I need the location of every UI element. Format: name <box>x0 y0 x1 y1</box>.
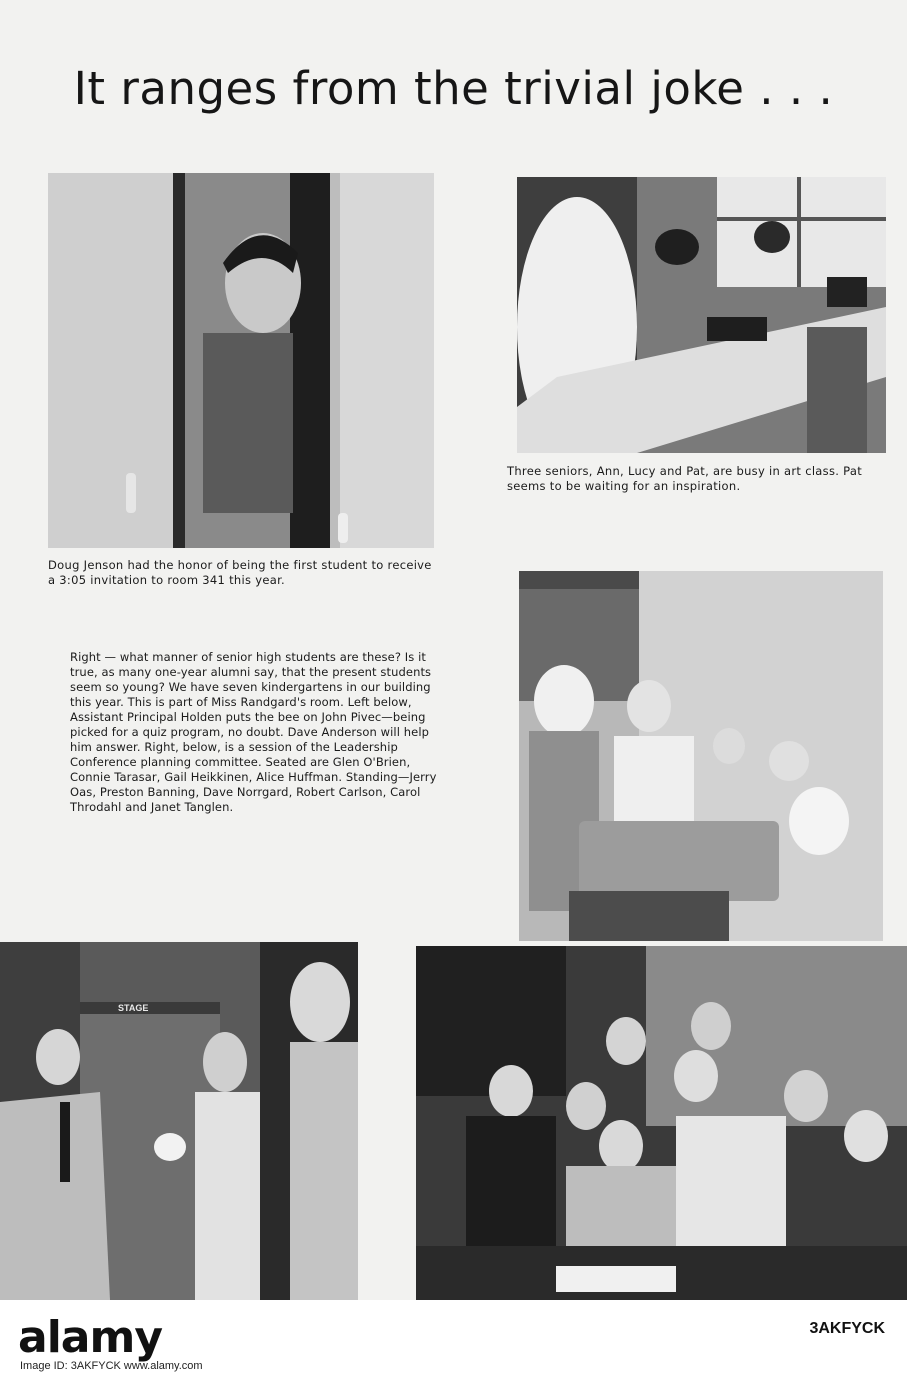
art-class-caption: Three seniors, Ann, Lucy and Pat, are busy in art class. Pat seems to be waiting for an inspiration. <box>507 464 863 493</box>
kindergarten-photo <box>519 571 883 941</box>
committee-photo <box>416 946 907 1300</box>
alamy-logo: alamy <box>18 1312 162 1363</box>
footer-note: Image ID: 3AKFYCK www.alamy.com <box>20 1360 203 1372</box>
image-id: 3AKFYCK <box>809 1320 885 1337</box>
locker-photo <box>48 173 434 548</box>
locker-photo-caption: Doug Jenson had the honor of being the first student to receive a 3:05 invitation to room 341 this year. <box>48 558 432 587</box>
stage-photo <box>0 942 358 1300</box>
stage-sign: STAGE <box>118 1003 149 1013</box>
page-title: It ranges from the trivial joke . . . <box>73 62 834 115</box>
art-class-photo <box>517 177 886 453</box>
body-text: Right — what manner of senior high students are these? Is it true, as many one-year alumni say, that the present students seem so young? We have seven kindergartens in our building this year. This is part of Miss Randgard's room. Left below, Assistant Principal Holden puts the bee on John Pivec—being picked for a quiz program, no doubt. Dave Anderson will help him answer. Right, below, is a session of the Leadership Conference planning committee. Seated are Glen O'Brien, Connie Tarasar, Gail Heikkinen, Alice Huffman. Standing—Jerry Oas, Preston Banning, Dave Norrgard, Robert Carlson, Carol Throdahl and Janet Tanglen. <box>70 650 437 814</box>
